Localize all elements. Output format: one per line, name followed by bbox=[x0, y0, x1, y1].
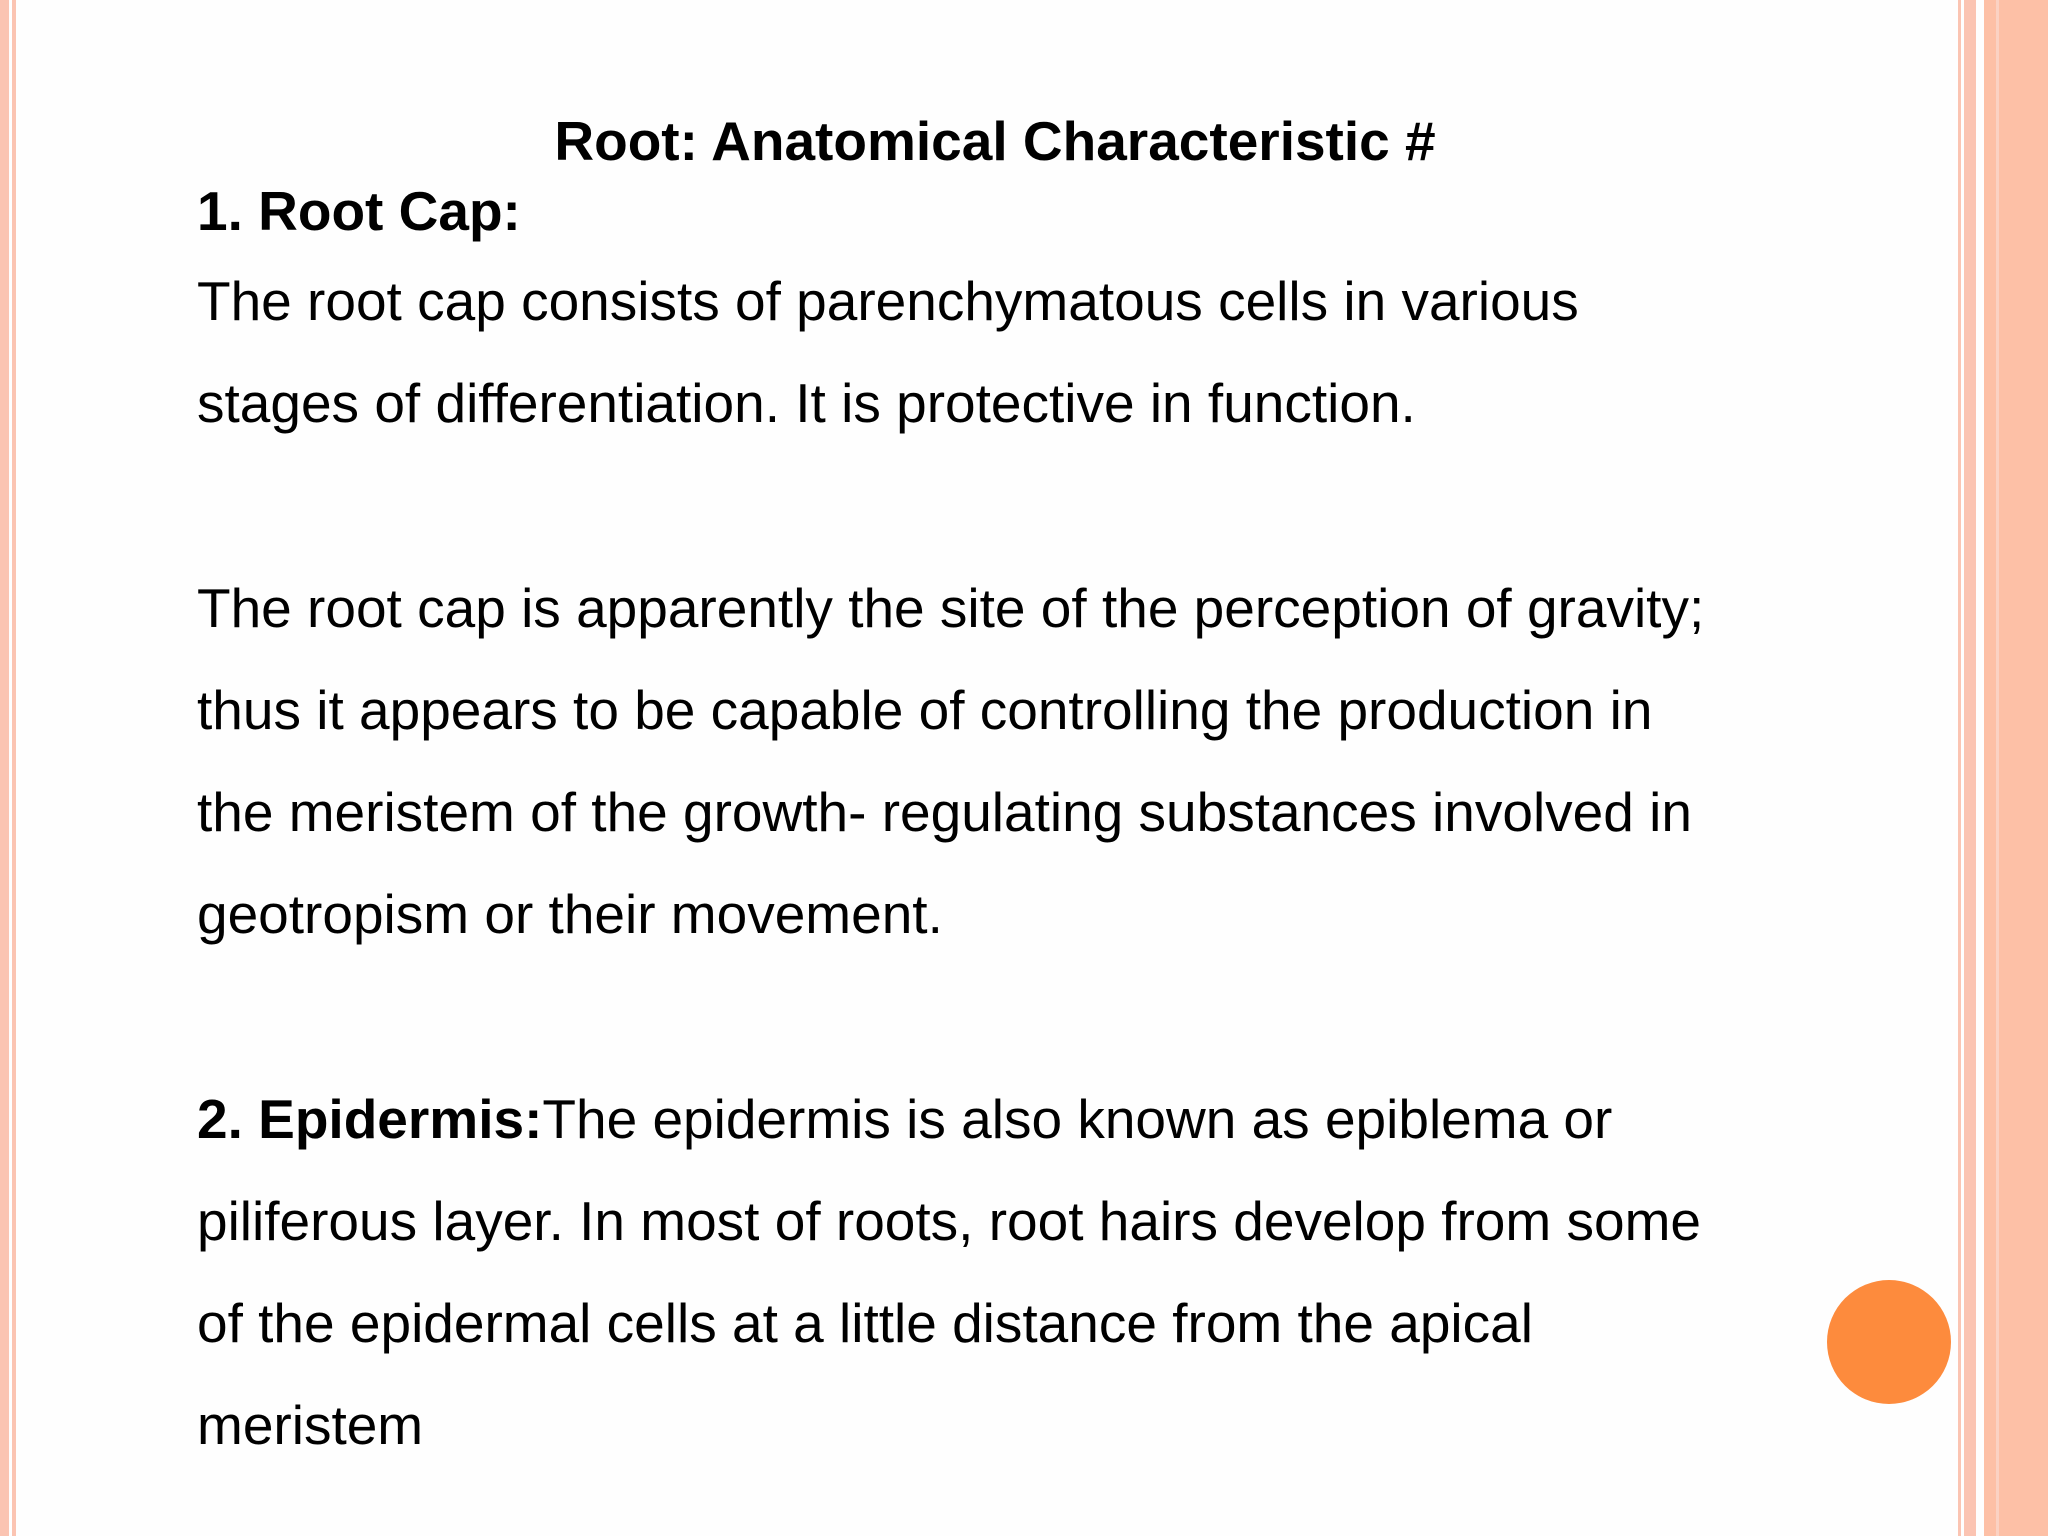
root-cap-para1-line-1: The root cap consists of parenchymatous cells in various bbox=[197, 270, 1579, 332]
root-cap-para1-line-2: stages of differentiation. It is protective in function. bbox=[197, 372, 1416, 434]
right-border-band bbox=[1964, 0, 1976, 1536]
right-border-line bbox=[1958, 0, 1961, 1536]
root-cap-para2-line-2: thus it appears to be capable of controlling the production in bbox=[197, 679, 1653, 741]
root-cap-heading: 1. Root Cap: bbox=[197, 180, 521, 242]
root-cap-para2-line-1: The root cap is apparently the site of the perception of gravity; bbox=[197, 577, 1705, 639]
slide-title: Root: Anatomical Characteristic # bbox=[554, 110, 1436, 172]
epidermis-line-1 bbox=[197, 1086, 1612, 1152]
epidermis-heading: 2. Epidermis: bbox=[197, 1088, 543, 1150]
right-accent-band bbox=[1984, 0, 2048, 1536]
epidermis-line-3: of the epidermal cells at a little distance from the apical bbox=[197, 1292, 1533, 1354]
left-border-stripe-inner bbox=[12, 0, 16, 1536]
root-cap-para2-line-4: geotropism or their movement. bbox=[197, 883, 943, 945]
root-cap-para2-line-3: the meristem of the growth- regulating substances involved in bbox=[197, 781, 1692, 843]
right-accent-band-line bbox=[1996, 0, 1999, 1536]
epidermis-line-4: meristem bbox=[197, 1394, 424, 1456]
epidermis-line-2: piliferous layer. In most of roots, root hairs develop from some bbox=[197, 1190, 1701, 1252]
orange-circle-decoration bbox=[1827, 1280, 1951, 1404]
left-border-stripe-outer bbox=[0, 0, 9, 1536]
epidermis-line-1-text: The epidermis is also known as epiblema or bbox=[542, 1088, 1613, 1150]
